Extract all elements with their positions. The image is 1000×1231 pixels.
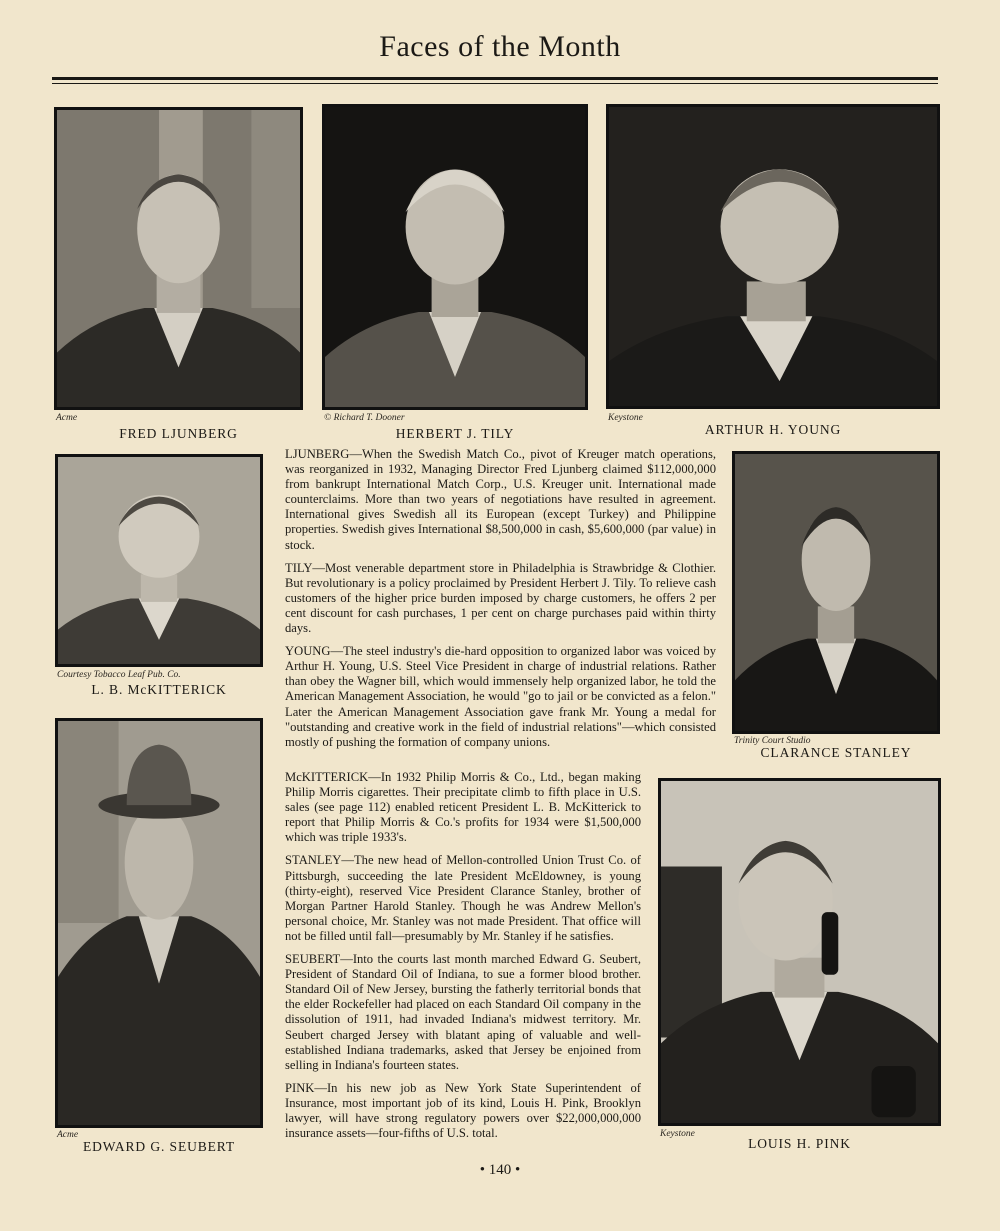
tily-name: HERBERT J. TILY — [395, 426, 515, 441]
stanley-name: CLARANCE STANLEY — [760, 745, 912, 760]
seubert-name: EDWARD G. SEUBERT — [82, 1139, 236, 1154]
article-young: YOUNG—The steel industry's die-hard opposition to organized labor was voiced by Arthur H. Young, U.S. Steel Vice President in charge of industrial relations. Rather than obey the Wagner bill, which would immensely help organized labor, he told the American Management Association, he would "go to jail or be convicted as a felon." Later the American Management Association gave frank Mr. Young a medal for "outstanding and creative work in the field of industrial relations"—which consisted mostly of pushing the formation of company unions. — [285, 644, 716, 749]
young-photo — [606, 104, 940, 409]
mckitterick-credit: Courtesy Tobacco Leaf Pub. Co. — [57, 670, 181, 680]
article-ljunberg: LJUNBERG—When the Swedish Match Co., pivot of Kreuger match operations, was reorganized in 1932, Managing Director Fred Ljunberg claimed $112,000,000 from bankrupt International Match Corp., U.S. Kreuger unit. International made counterclaims. More than two years of negotiations have resulted in agreement. International gives Swedish all its European (except Turkey) and Philippine properties. Swedish gives International $8,500,000 in cash, $5,600,000 (par value) in stock. — [285, 447, 716, 552]
seubert-credit: Acme — [57, 1130, 79, 1140]
stanley-credit: Trinity Court Studio — [734, 736, 811, 746]
tily-credit: © Richard T. Dooner — [324, 413, 405, 423]
mckitterick-photo — [55, 454, 263, 667]
ljunberg-photo — [54, 107, 303, 410]
title-rule-thick — [52, 77, 938, 80]
page-number: • 140 • — [479, 1162, 521, 1178]
tily-photo — [322, 104, 588, 410]
ljunberg-credit: Acme — [56, 413, 78, 423]
mckitterick-name: L. B. McKITTERICK — [91, 682, 227, 697]
title-rule-thin — [52, 83, 938, 84]
article-seubert: SEUBERT—Into the courts last month marched Edward G. Seubert, President of Standard Oil of Indiana, to sue a former blood brother. Standard Oil of New Jersey, bursting the fatherly territorial bonds that the elder Rockefeller had placed on each Standard Oil company in the dissolution of 1911, had invaded Indiana's midwest territory. Mr. Seubert charged Jersey with blatant aping of valuable and well-established Indiana trademarks, asked that Jersey be enjoined from selling in Indiana's fourteen states. — [285, 952, 641, 1072]
article-tily: TILY—Most venerable department store in Philadelphia is Strawbridge & Clothier. But revolutionary is a policy proclaimed by President Herbert J. Tily. To relieve cash customers of the higher price burden imposed by charge customers, he offers 2 per cent discount for cash purchases, 1 per cent on charge purchases paid within thirty days. — [285, 560, 716, 636]
article-block-lower — [285, 770, 641, 1149]
young-name: ARTHUR H. YOUNG — [704, 422, 842, 437]
young-credit: Keystone — [608, 413, 643, 423]
pink-name: LOUIS H. PINK — [748, 1136, 851, 1151]
page-title: Faces of the Month — [379, 30, 621, 63]
article-stanley: STANLEY—The new head of Mellon-controlled Union Trust Co. of Pittsburgh, succeeding the late President McEldowney, is young (thirty-eight), reserved Vice President Clarance Stanley, brother of Morgan Partner Harold Stanley. Though he was Andrew Mellon's personal choice, Mr. Stanley was not made President. That office will not be filled until fall—presumably by Mr. Stanley if he satisfies. — [285, 853, 641, 943]
article-block-upper — [285, 447, 716, 758]
article-pink: PINK—In his new job as New York State Superintendent of Insurance, most important job of its kind, Louis H. Pink, Brooklyn lawyer, will have strong regulatory powers over $22,000,000,000 insurance assets—four-fifths of U.S. total. — [285, 1080, 641, 1141]
stanley-photo — [732, 451, 940, 734]
pink-photo — [658, 778, 941, 1126]
pink-credit: Keystone — [660, 1129, 695, 1139]
ljunberg-name: FRED LJUNBERG — [119, 426, 238, 441]
seubert-photo — [55, 718, 263, 1128]
article-mckitterick: McKITTERICK—In 1932 Philip Morris & Co., Ltd., began making Philip Morris cigarettes. Their precipitate climb to fifth place in U.S. sales (see page 112) enabled reticent President L. B. McKitterick to report that Philip Morris & Co.'s profits for 1934 were $1,500,000 which was triple 1933's. — [285, 770, 641, 845]
